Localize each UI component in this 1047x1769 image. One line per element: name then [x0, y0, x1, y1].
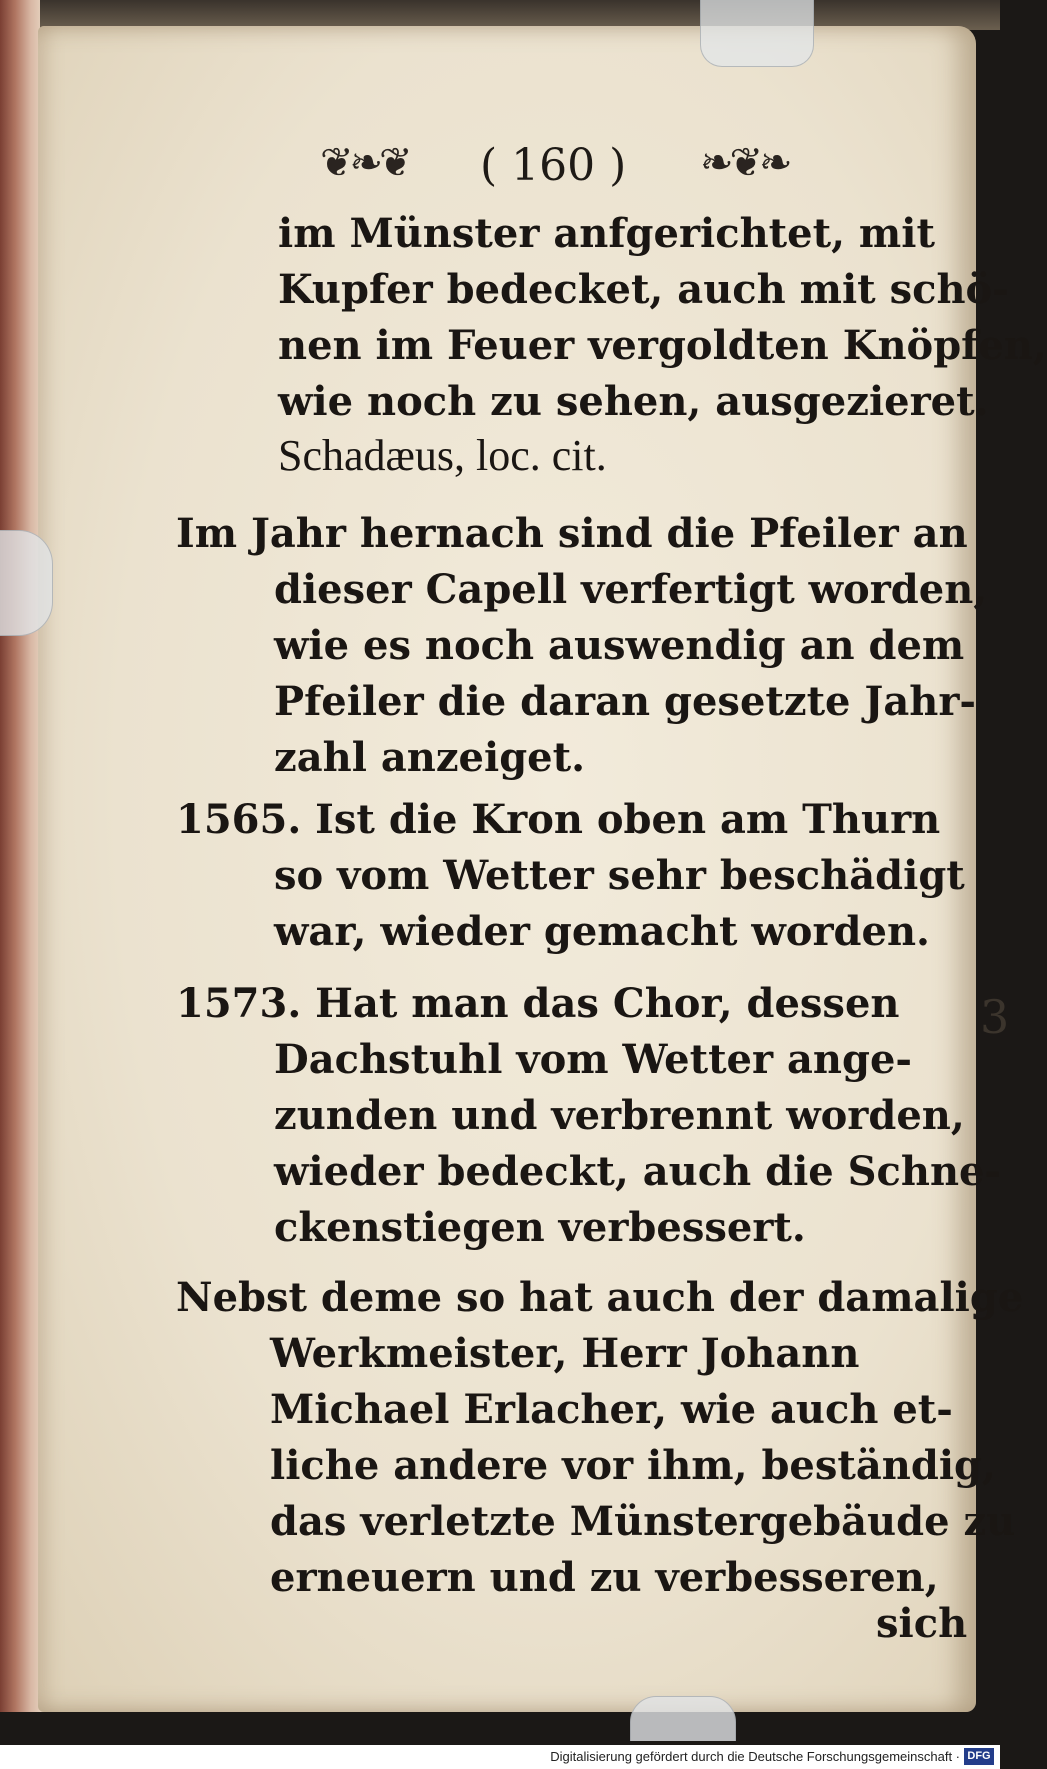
text-line: war, wieder gemacht worden. [274, 908, 930, 955]
text-line: Michael Erlacher, wie auch et- [270, 1386, 953, 1433]
text-line: dieser Capell verfertigt worden, [274, 566, 988, 613]
dfg-logo: DFG [964, 1748, 994, 1765]
text-line: zunden und verbrennt worden, [274, 1092, 965, 1139]
page-clip-bottom [630, 1696, 736, 1741]
text-line: nen im Feuer vergoldten Knöpfen, [278, 322, 1047, 369]
text-line: das verletzte Münstergebäude zu [270, 1498, 1016, 1545]
text-line: Werkmeister, Herr Johann [270, 1330, 860, 1377]
text-line: wie noch zu sehen, ausgezieret. [278, 378, 989, 425]
text-line: 1565. Ist die Kron oben am Thurn [176, 796, 941, 843]
footer-bar [0, 1745, 1000, 1769]
text-line: 1573. Hat man das Chor, dessen [176, 980, 900, 1027]
text-line: wieder bedeckt, auch die Schne- [274, 1148, 1002, 1195]
text-line: so vom Wetter sehr beschädigt [274, 852, 965, 899]
page-clip-left [0, 530, 53, 636]
page-header [320, 140, 820, 210]
ornament-right-icon: ❧❦❧ [700, 140, 789, 186]
text-line: Kupfer bedecket, auch mit schö- [278, 266, 1009, 313]
text-line: Dachstuhl vom Wetter ange- [274, 1036, 913, 1083]
text-line: wie es noch auswendig an dem [274, 622, 965, 669]
text-line: zahl anzeiget. [274, 734, 586, 781]
page-clip-top [700, 0, 814, 67]
text-line: ckenstiegen verbessert. [274, 1204, 806, 1251]
text-line: Pfeiler die daran gesetzte Jahr- [274, 678, 977, 725]
catchword: sich [876, 1600, 968, 1647]
text-line: Im Jahr hernach sind die Pfeiler an [176, 510, 968, 557]
text-line-citation: Schadæus, loc. cit. [278, 431, 607, 480]
funding-credit: Digitalisierung gefördert durch die Deutsche Forschungsgemeinschaft · [550, 1749, 960, 1764]
text-line: Nebst deme so hat auch der damalige [176, 1274, 1024, 1321]
ornament-left-icon: ❦❧❦ [320, 140, 409, 186]
next-page-edge-glyph: 3 [980, 990, 1010, 1044]
page-number: ( 160 ) [480, 140, 627, 191]
text-line: liche andere vor ihm, beständig, [270, 1442, 996, 1489]
text-line: erneuern und zu verbesseren, [270, 1554, 939, 1601]
text-line: im Münster anfgerichtet, mit [278, 210, 935, 257]
